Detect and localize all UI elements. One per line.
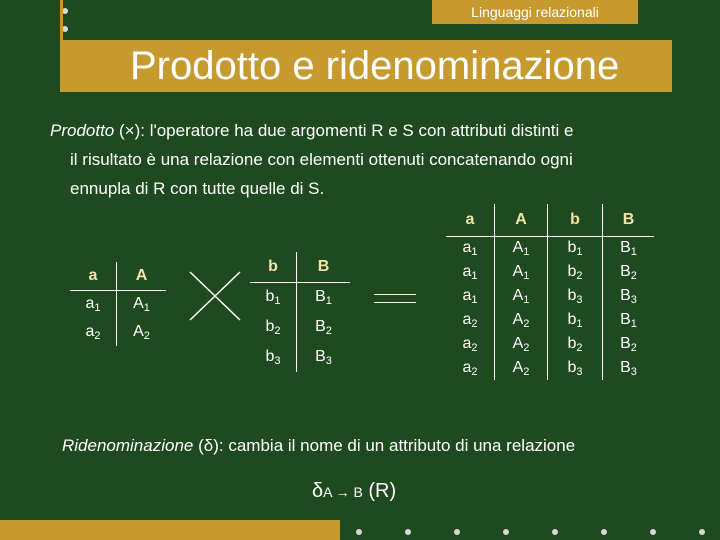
decor-dot: [699, 529, 705, 535]
table-header-cell: A: [495, 204, 548, 236]
table-header-row: [250, 252, 350, 282]
section-tag: Linguaggi relazionali: [432, 0, 638, 24]
decor-dot: [601, 529, 607, 535]
table-header-cell: b: [250, 252, 297, 282]
rename-text: : cambia il nome di un attributo di una relazione: [218, 436, 576, 455]
rename-formula: [312, 476, 396, 507]
formula-delta: δ: [312, 480, 324, 502]
table-header-cell: a: [70, 262, 117, 290]
table-r: [70, 262, 166, 346]
table-row: [446, 308, 654, 332]
table-cell: $b_2$: [548, 332, 603, 356]
product-line-1: [50, 116, 690, 145]
accent-bottom-bar: [0, 520, 340, 540]
table-cell: $A_1$: [133, 294, 150, 314]
product-term: Prodotto: [50, 121, 115, 140]
equals-icon-top-line: [374, 294, 416, 295]
table-cell: $A_2$: [495, 356, 548, 380]
table-cell: $B_1$: [620, 238, 637, 258]
table-row: [446, 332, 654, 356]
table-cell: $a_1$: [70, 290, 117, 318]
table-s: [250, 252, 350, 372]
equals-icon-bottom-line: [374, 302, 416, 303]
product-text-1: : l'operatore ha due argomenti R e S con attributi distinti e: [140, 121, 574, 140]
table-cell: $b_1$: [548, 308, 603, 332]
table-header-cell: B: [297, 252, 351, 282]
table-cell: $B_2$: [620, 334, 637, 354]
table-cell: $A_2$: [495, 332, 548, 356]
table-result: [446, 204, 654, 380]
table-header-cell: a: [446, 204, 495, 236]
table-row: [446, 236, 654, 260]
decor-dot: [356, 529, 362, 535]
product-line-2: il risultato è una relazione con elementi ottenuti concatenando ogni: [70, 150, 573, 169]
table-cell: $b_2$: [548, 260, 603, 284]
table-cell: $a_2$: [446, 356, 495, 380]
decor-dot: [454, 529, 460, 535]
table-cell: $b_3$: [250, 342, 297, 372]
table-cell: $A_1$: [495, 236, 548, 260]
table-row: [446, 260, 654, 284]
table-row: [70, 290, 166, 318]
table-row: [250, 282, 350, 312]
rename-description: [62, 432, 702, 460]
table-cell: $b_1$: [548, 236, 603, 260]
table-header-cell: b: [548, 204, 603, 236]
table-cell: $A_2$: [495, 308, 548, 332]
table-cell: $A_1$: [495, 260, 548, 284]
table-cell: $b_1$: [250, 282, 297, 312]
table-cell: $a_1$: [446, 284, 495, 308]
table-cell: $b_2$: [250, 312, 297, 342]
table-row: [446, 284, 654, 308]
table-cell: $a_2$: [70, 318, 117, 346]
table-cell: $b_3$: [548, 356, 603, 380]
table-cell: $B_3$: [315, 347, 332, 367]
product-description: [50, 116, 690, 203]
table-cell: $a_1$: [446, 260, 495, 284]
table-header-row: [70, 262, 166, 290]
rename-term: Ridenominazione: [62, 436, 194, 455]
page-title: Prodotto e ridenominazione: [130, 44, 620, 88]
table-cell: $B_2$: [620, 262, 637, 282]
decor-dot: [552, 529, 558, 535]
table-cell: $B_3$: [620, 358, 637, 378]
table-cell: $B_2$: [315, 317, 332, 337]
table-row: [70, 318, 166, 346]
formula-argument: (R): [368, 480, 397, 502]
table-cell: $a_2$: [446, 332, 495, 356]
table-cell: $A_2$: [133, 322, 150, 342]
decor-dot: [650, 529, 656, 535]
table-cell: $b_3$: [548, 284, 603, 308]
formula-subscript: A → B: [323, 484, 363, 500]
rename-symbol: (δ): [198, 436, 219, 455]
table-header-row: [446, 204, 654, 236]
table-cell: $B_3$: [620, 286, 637, 306]
table-row: [446, 356, 654, 380]
product-line-3: ennupla di R con tutte quelle di S.: [70, 179, 325, 198]
table-cell: $A_1$: [495, 284, 548, 308]
table-row: [250, 312, 350, 342]
table-row: [250, 342, 350, 372]
decor-dot: [405, 529, 411, 535]
table-cell: $B_1$: [315, 287, 332, 307]
table-header-cell: B: [603, 204, 655, 236]
decor-dot: [503, 529, 509, 535]
table-cell: $a_1$: [446, 236, 495, 260]
table-header-cell: A: [117, 262, 167, 290]
table-cell: $B_1$: [620, 310, 637, 330]
table-cell: $a_2$: [446, 308, 495, 332]
product-symbol: (×): [119, 121, 141, 140]
cross-product-icon: [188, 270, 242, 322]
